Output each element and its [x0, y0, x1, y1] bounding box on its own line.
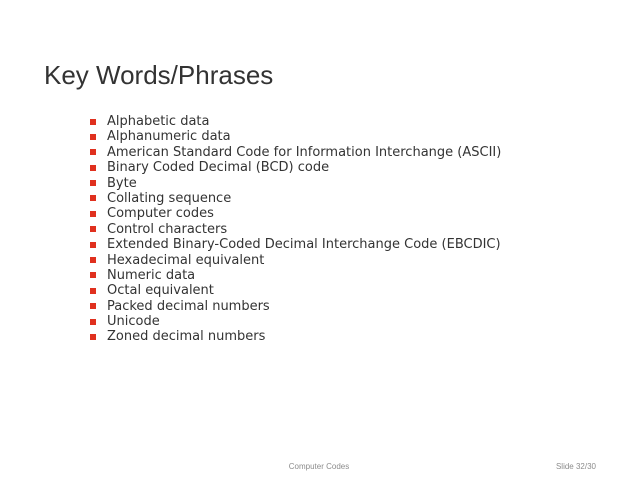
slide-title: Key Words/Phrases [44, 60, 274, 90]
list-item [90, 206, 501, 221]
list-item-text: Hexadecimal equivalent [107, 252, 265, 268]
square-bullet-icon [90, 149, 96, 155]
square-bullet-icon [90, 226, 96, 232]
list-item-text: Numeric data [107, 267, 196, 283]
list-item [90, 268, 501, 283]
list-item-text: Collating sequence [107, 190, 232, 206]
list-item [90, 237, 501, 252]
list-item-text: Packed decimal numbers [107, 298, 270, 314]
square-bullet-icon [90, 257, 96, 263]
list-item [90, 314, 501, 329]
list-item [90, 283, 501, 298]
square-bullet-icon [90, 134, 96, 140]
square-bullet-icon [90, 272, 96, 278]
square-bullet-icon [90, 180, 96, 186]
list-item [90, 114, 501, 129]
list-item [90, 329, 501, 344]
square-bullet-icon [90, 288, 96, 294]
slide-number: Slide 32/30 [555, 462, 596, 471]
square-bullet-icon [90, 211, 96, 217]
list-item [90, 299, 501, 314]
list-item [90, 176, 501, 191]
list-item-text: Alphabetic data [107, 114, 210, 129]
list-item [90, 160, 501, 175]
list-item-text: Unicode [107, 314, 160, 330]
list-item-text: Computer codes [107, 206, 214, 222]
list-item [90, 253, 501, 268]
list-item [90, 222, 501, 237]
list-item-text: Binary Coded Decimal (BCD) code [107, 160, 330, 176]
square-bullet-icon [90, 119, 96, 125]
footer-title: Computer Codes [288, 462, 350, 471]
list-item-text: Octal equivalent [107, 283, 214, 299]
square-bullet-icon [90, 319, 96, 325]
list-item [90, 129, 501, 144]
list-item [90, 191, 501, 206]
list-item-text: Control characters [107, 221, 228, 237]
square-bullet-icon [90, 195, 96, 201]
square-bullet-icon [90, 165, 96, 171]
square-bullet-icon [90, 334, 96, 340]
square-bullet-icon [90, 303, 96, 309]
bullet-list [90, 114, 501, 345]
list-item-text: American Standard Code for Information Interchange (ASCII) [107, 144, 502, 160]
list-item [90, 145, 501, 160]
list-item-text: Alphanumeric data [107, 129, 231, 145]
list-item-text: Zoned decimal numbers [107, 329, 266, 345]
list-item-text: Byte [107, 175, 137, 191]
list-item-text: Extended Binary-Coded Decimal Interchange Code (EBCDIC) [107, 237, 501, 253]
square-bullet-icon [90, 242, 96, 248]
